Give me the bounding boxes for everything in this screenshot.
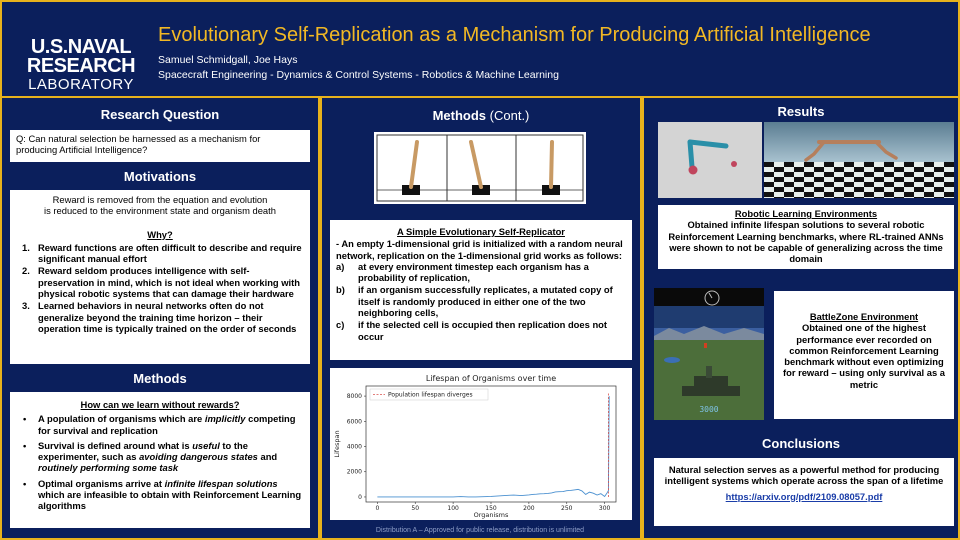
poster-title: Evolutionary Self-Replication as a Mechanism for Producing Artificial Intelligence	[158, 24, 871, 46]
x-tick-label: 0	[375, 505, 380, 512]
cartpole-illustration	[374, 132, 586, 204]
results-heading: Results	[777, 104, 825, 119]
chart-title: Lifespan of Organisms over time	[425, 374, 557, 383]
methods-heading: Methods	[133, 371, 187, 386]
cheetah-image	[764, 122, 954, 198]
motivations-box	[10, 190, 310, 364]
research-question-heading: Research Question	[100, 107, 220, 122]
motivations-list	[16, 242, 304, 334]
list-item: 3. Learned behaviors in neural networks often do not generalize beyond the training time horizon – their operation time is typically trained on the order of seconds	[22, 300, 297, 334]
replicator-box	[330, 220, 632, 360]
battlezone-score: 3000	[699, 405, 719, 414]
lifespan-chart-box	[330, 368, 632, 520]
nrl-logo	[16, 38, 146, 93]
conclusions-heading: Conclusions	[761, 436, 840, 451]
plot-frame	[366, 386, 616, 502]
methods-cont-heading: Methods (Cont.)	[432, 108, 530, 123]
cheetah-illustration	[764, 122, 954, 198]
x-tick-label: 100	[447, 505, 459, 512]
reacher-illustration	[658, 122, 762, 198]
list-item: • Survival is defined around what is useful to the experimenter, such as avoiding dangerous states and routinely performing some task	[16, 440, 304, 474]
y-tick-label: 0	[358, 493, 362, 501]
replicator-steps	[336, 261, 626, 342]
robotic-title: Robotic Learning Environments	[734, 208, 878, 219]
x-tick-label: 50	[411, 505, 420, 512]
replicator-intro: - An empty 1-dimensional grid is initialized with a random neural network, replication on the 1-dimensional grid works as follows:	[336, 238, 623, 261]
authors: Samuel Schmidgall, Joe Hays	[158, 54, 298, 66]
x-tick-label: 300	[598, 505, 611, 512]
y-tick-label: 4000	[346, 443, 362, 451]
poster-header	[0, 0, 960, 98]
battlezone-illustration	[654, 288, 764, 420]
methods-box	[10, 392, 310, 528]
robotic-box	[658, 205, 954, 269]
legend-label: Population lifespan diverges	[388, 391, 473, 399]
why-heading: Why?	[147, 228, 173, 240]
list-item: 2. Reward seldom produces intelligence with self-preservation in mind, which is not ideal when working with physical robotic systems that can damage their hardware	[22, 265, 301, 300]
list-item: b) if an organism successfully replicates, a mutated copy of itself is randomly produced in either one of the two neighboring cells,	[336, 284, 613, 319]
list-item: 1. Reward functions are often difficult to describe and require significant manual effort	[22, 241, 302, 265]
list-item: a) at every environment timestep each organism has a probability of replication,	[336, 260, 589, 284]
motivations-intro-1: Reward is removed from the equation and evolution	[52, 194, 268, 205]
logo-line-1: U.S.NAVAL	[30, 36, 132, 58]
arxiv-link[interactable]: https://arxiv.org/pdf/2109.08057.pdf	[725, 490, 883, 502]
robotic-text: Obtained infinite lifespan solutions to several robotic Reinforcement Learning benchmarks, where RL-trained ANNs were shown to not be capable of generalizing across the time domain	[668, 219, 944, 265]
list-item: c) if the selected cell is occupied then replication does not occur	[336, 319, 608, 342]
methods-subheading: How can we learn without rewards?	[80, 399, 240, 410]
y-axis-label: Lifespan	[333, 430, 341, 458]
motivations-heading: Motivations	[123, 169, 197, 184]
x-tick-label: 150	[485, 505, 497, 512]
y-tick-label: 2000	[346, 468, 362, 476]
battlezone-box	[774, 291, 954, 419]
column-right	[642, 98, 960, 540]
x-axis-label: Organisms	[473, 511, 509, 519]
y-tick-label: 6000	[346, 418, 362, 426]
list-item: • Optimal organisms arrive at infinite lifespan solutions which are infeasible to obtain with Reinforcement Learning algorithms	[16, 478, 304, 512]
column-middle	[320, 98, 642, 540]
battlezone-title: BattleZone Environment	[809, 311, 919, 322]
column-left	[0, 98, 320, 540]
conclusions-text: Natural selection serves as a powerful method for producing intelligent systems which operate across the span of a lifetime	[664, 464, 944, 487]
cartpole-figure	[374, 132, 586, 204]
list-item: • A population of organisms which are implicitly competing for survival and replication	[16, 413, 304, 436]
x-tick-label: 250	[561, 505, 573, 512]
x-tick-label: 200	[523, 505, 535, 512]
research-question-text: Q: Can natural selection be harnessed as a mechanism for producing Artificial Intelligence?	[16, 133, 261, 156]
battlezone-text: Obtained one of the highest performance ever recorded on common Reinforcement Learning benchmark without even optimizing for reward – using only survival as a metric	[782, 322, 946, 390]
research-question-box	[10, 130, 310, 162]
conclusions-box	[654, 458, 954, 526]
battlezone-image	[654, 288, 764, 420]
methods-list	[16, 413, 304, 511]
series-line-0	[377, 396, 609, 497]
logo-line-2: RESEARCH	[26, 55, 136, 77]
logo-line-3: LABORATORY	[28, 76, 134, 93]
lifespan-chart	[330, 368, 632, 520]
replicator-title: A Simple Evolutionary Self-Replicator	[397, 226, 565, 237]
y-tick-label: 8000	[346, 393, 362, 401]
affiliation: Spacecraft Engineering - Dynamics & Control Systems - Robotics & Machine Learning	[158, 69, 559, 81]
motivations-intro-2: is reduced to the environment state and organism death	[44, 205, 276, 217]
distribution-statement: Distribution A – Approved for public release, distribution is unlimited	[375, 527, 585, 534]
reacher-image	[658, 122, 762, 198]
